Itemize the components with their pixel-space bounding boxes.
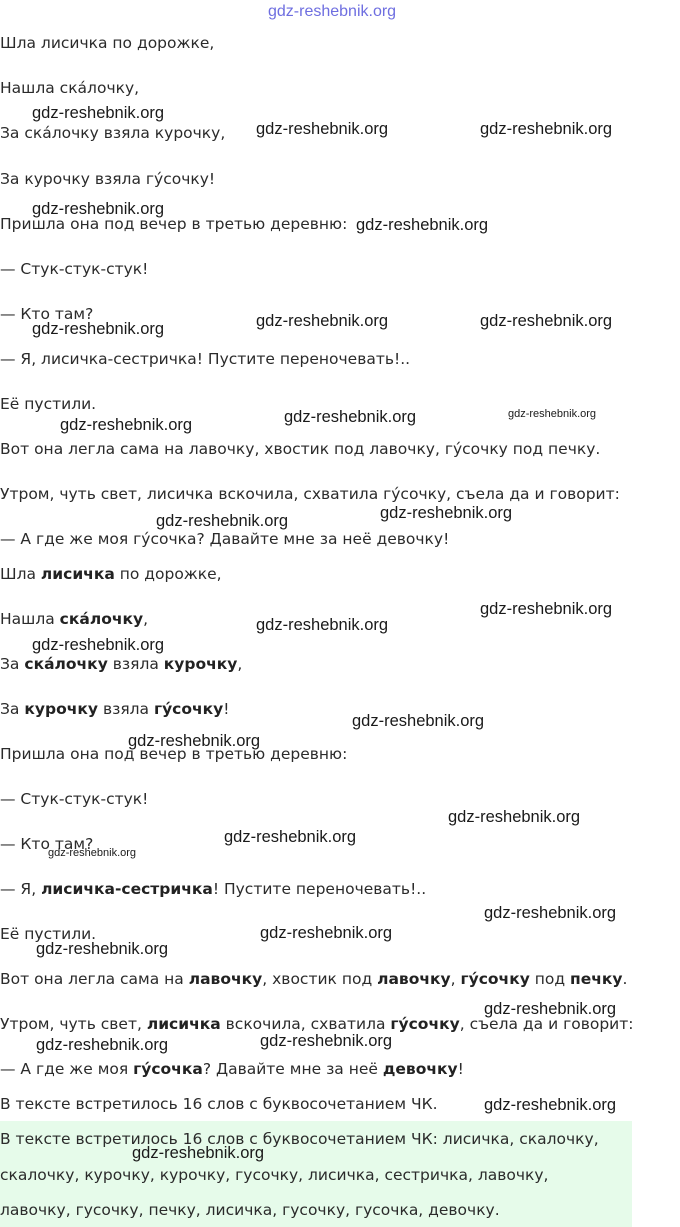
watermark: gdz-reshebnik.org (484, 1000, 617, 1018)
text-line: — Стук-стук-стук! (0, 260, 149, 278)
watermark: gdz-reshebnik.org (380, 504, 513, 522)
marked-line (0, 565, 222, 584)
watermark: gdz-reshebnik.org (36, 1036, 169, 1054)
text-segment: Нашла (0, 610, 60, 628)
text-line: Шла лисичка по дорожке, (0, 34, 215, 52)
text-segment: — Стук-стук-стук! (0, 790, 149, 808)
text-line: За ска́лочку взяла курочку, (0, 124, 226, 142)
watermark: gdz-reshebnik.org (224, 828, 357, 846)
watermark: gdz-reshebnik.org (480, 120, 613, 138)
marked-word: ска́лочку (24, 655, 108, 673)
marked-line (0, 655, 242, 674)
text-segment: вскочила, схватила (220, 1015, 391, 1033)
answer-box (0, 1121, 632, 1227)
watermark: gdz-reshebnik.org (128, 732, 261, 750)
watermark: gdz-reshebnik.org (32, 636, 165, 654)
watermark: gdz-reshebnik.org (260, 1032, 393, 1050)
watermark: gdz-reshebnik.org (356, 216, 489, 234)
marked-line (0, 610, 148, 629)
text-segment: , хвостик под (262, 970, 378, 988)
text-segment: Её пустили. (0, 925, 97, 943)
watermark: gdz-reshebnik.org (256, 312, 389, 330)
text-line: За курочку взяла гу́сочку! (0, 170, 216, 188)
text-segment: Шла (0, 565, 41, 583)
text-segment: ! Пустите переночевать!.. (212, 880, 427, 898)
text-segment: , съела да и говорит: (459, 1015, 634, 1033)
watermark: gdz-reshebnik.org (352, 712, 485, 730)
text-line: Утром, чуть свет, лисичка вскочила, схватила гу́сочку, съела да и говорит: (0, 485, 620, 503)
text-line: Вот она легла сама на лавочку, хвостик под лавочку, гу́сочку под печку. (0, 440, 601, 458)
marked-word: ска́лочку (59, 610, 144, 628)
marked-word: девочку (382, 1060, 458, 1078)
watermark: gdz-reshebnik.org (448, 808, 581, 826)
watermark: gdz-reshebnik.org (36, 940, 169, 958)
answer-line: скалочку, курочку, курочку, гусочку, лисичка, сестричка, лавочку, (0, 1166, 549, 1184)
watermark: gdz-reshebnik.org (60, 416, 193, 434)
text-segment: . (622, 970, 628, 988)
watermark: gdz-reshebnik.org (284, 408, 417, 426)
text-line: Её пустили. (0, 395, 97, 413)
text-segment: , (450, 970, 461, 988)
text-segment: Вот она легла сама на (0, 970, 189, 988)
text-segment: За (0, 655, 25, 673)
text-line: Пришла она под вечер в третью деревню: (0, 215, 348, 233)
text-segment: — А где же моя (0, 1060, 134, 1078)
summary-line: В тексте встретилось 16 слов с буквосочетанием ЧК. (0, 1095, 438, 1113)
marked-word: гу́сочку (153, 700, 224, 718)
marked-word: гу́сочка (133, 1060, 203, 1078)
marked-line (0, 790, 148, 809)
watermark: gdz-reshebnik.org (480, 312, 613, 330)
watermark: gdz-reshebnik.org (132, 1144, 265, 1162)
marked-word: печку (570, 970, 623, 988)
marked-word: гу́сочку (390, 1015, 460, 1033)
watermark: gdz-reshebnik.org (484, 1096, 617, 1114)
text-segment: взяла (98, 700, 154, 718)
text-segment: , (237, 655, 243, 673)
watermark: gdz-reshebnik.org (508, 408, 597, 420)
text-segment: под (529, 970, 571, 988)
answer-line: В тексте встретилось 16 слов с буквосочетанием ЧК: лисичка, скалочку, (0, 1130, 599, 1148)
marked-line (0, 700, 230, 719)
top-watermark: gdz-reshebnik.org (268, 3, 397, 20)
watermark: gdz-reshebnik.org (32, 320, 165, 338)
text-segment: по дорожке, (114, 565, 222, 583)
text-segment: ! (457, 1060, 464, 1078)
watermark: gdz-reshebnik.org (32, 200, 165, 218)
watermark: gdz-reshebnik.org (256, 616, 389, 634)
marked-word: гу́сочку (460, 970, 530, 988)
marked-word: лавочку (377, 970, 451, 988)
watermark: gdz-reshebnik.org (480, 600, 613, 618)
marked-word: лисичка (40, 565, 115, 583)
marked-word: лавочку (188, 970, 263, 988)
watermark: gdz-reshebnik.org (156, 512, 289, 530)
watermark: gdz-reshebnik.org (484, 904, 617, 922)
text-segment: ? Давайте мне за неё (202, 1060, 383, 1078)
watermark: gdz-reshebnik.org (260, 924, 393, 942)
marked-line (0, 880, 426, 899)
text-line: — Кто там? (0, 305, 94, 323)
marked-word: лисичка (146, 1015, 221, 1033)
text-segment: , (143, 610, 149, 628)
answer-line: лавочку, гусочку, печку, лисичка, гусочку, гусочка, девочку. (0, 1201, 500, 1219)
marked-line (0, 1060, 464, 1079)
text-segment: Утром, чуть свет, (0, 1015, 147, 1033)
text-segment: За (0, 700, 25, 718)
text-segment: взяла (107, 655, 164, 673)
watermark: gdz-reshebnik.org (32, 104, 165, 122)
marked-word: курочку (163, 655, 238, 673)
watermark: gdz-reshebnik.org (256, 120, 389, 138)
text-line: Нашла ска́лочку, (0, 79, 140, 97)
marked-word: лисичка-сестричка (41, 880, 213, 898)
marked-line (0, 970, 627, 989)
watermark: gdz-reshebnik.org (48, 847, 137, 859)
text-line: — Я, лисичка-сестричка! Пустите переночевать!.. (0, 350, 411, 368)
marked-word: курочку (24, 700, 99, 718)
text-segment: — Я, (0, 880, 42, 898)
text-segment: Пришла она под вечер в третью деревню: (0, 745, 348, 763)
text-line: — А где же моя гу́сочка? Давайте мне за неё девочку! (0, 530, 450, 548)
text-segment: — Кто там? (0, 835, 94, 853)
text-segment: ! (223, 700, 230, 718)
